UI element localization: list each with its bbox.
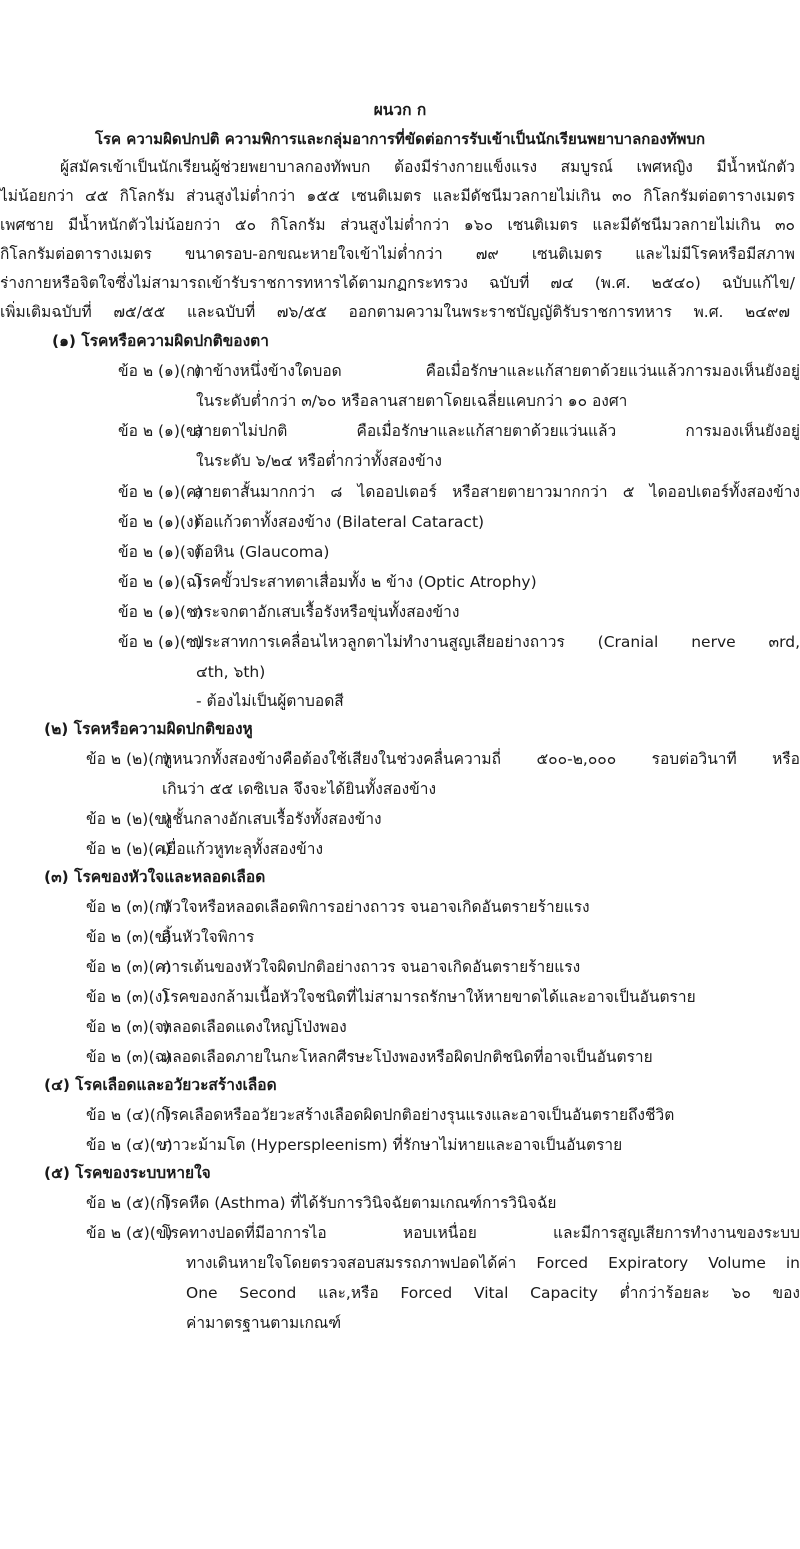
intro-line: เพิ่มเติมฉบับที่ ๗๕/๕๕ และฉบับที่ ๗๖/๕๕ ออกตามความในพระราชบัญญัติรับราชการทหาร พ.ศ. ๒๔๙๗ (0, 303, 790, 321)
item-text: เกินว่า ๕๕ เดซิเบล จึงจะได้ยินทั้งสองข้าง (162, 780, 437, 798)
item-text: ตาข้างหนึ่งข้างใดบอด คือเมื่อรักษาและแก้สายตาด้วยแว่นแล้วการมองเห็นยังอยู่ (194, 362, 800, 380)
item-label: ข้อ ๒ (๑)(ซ) (118, 633, 203, 651)
item-label: ข้อ ๒ (๑)(ก) (118, 362, 202, 380)
item-label: ข้อ ๒ (๒)(ก) (86, 750, 170, 768)
item-label: ข้อ ๒ (๔)(ก) (86, 1106, 172, 1124)
item-text: การเต้นของหัวใจผิดปกติอย่างถาวร จนอาจเกิดอันตรายร้ายแรง (162, 958, 581, 976)
item-label: ข้อ ๒ (๓)(จ) (86, 1018, 170, 1036)
section-heading: (๕) โรคของระบบหายใจ (44, 1164, 211, 1182)
item-label: ข้อ ๒ (๕)(ก) (86, 1194, 172, 1212)
item-label: ข้อ ๒ (๓)(ง) (86, 988, 169, 1006)
item-text: ประสาทการเคลื่อนไหวลูกตาไม่ทำงานสูญเสียอย่างถาวร (Cranial nerve ๓rd, (194, 633, 800, 651)
item-text: หูหนวกทั้งสองข้างคือต้องใช้เสียงในช่วงคลื่นความถี่ ๕๐๐-๒,๐๐๐ รอบต่อวินาที หรือ (162, 750, 800, 768)
item-label: ข้อ ๒ (๕)(ข) (86, 1224, 173, 1242)
item-text: หลอดเลือดภายในกะโหลกศีรษะโป่งพองหรือผิดปกติชนิดที่อาจเป็นอันตราย (162, 1048, 653, 1066)
item-text: ทางเดินหายใจโดยตรวจสอบสมรรถภาพปอดได้ค่า Forced Expiratory Volume in (186, 1254, 800, 1272)
item-text: สายตาไม่ปกติ คือเมื่อรักษาและแก้สายตาด้วยแว่นแล้ว การมองเห็นยังอยู่ (194, 422, 800, 440)
item-label: ข้อ ๒ (๒)(ข) (86, 810, 171, 828)
intro-line: เพศชาย มีน้ำหนักตัวไม่น้อยกว่า ๕๐ กิโลกรัม ส่วนสูงไม่ต่ำกว่า ๑๖๐ เซนติเมตร และมีดัชนีมวลกายไม่เกิน ๓๐ (0, 216, 795, 234)
item-text: ต้อแก้วตาทั้งสองข้าง (Bilateral Cataract) (194, 513, 485, 531)
item-label: ข้อ ๒ (๑)(ช) (118, 603, 203, 621)
item-text: ค่ามาตรฐานตามเกณฑ์ (186, 1314, 342, 1332)
item-text: โรคหืด (Asthma) ที่ได้รับการวินิจฉัยตามเกณฑ์การวินิจฉัย (162, 1194, 557, 1212)
intro-line: ร่างกายหรือจิตใจซึ่งไม่สามารถเข้ารับราชการทหารได้ตามกฏกระทรวง ฉบับที่ ๗๔ (พ.ศ. ๒๕๔๐) ฉบับแก้ไข/ (0, 274, 795, 292)
intro-line: ไม่น้อยกว่า ๔๕ กิโลกรัม ส่วนสูงไม่ต่ำกว่า ๑๕๕ เซนติเมตร และมีดัชนีมวลกายไม่เกิน ๓๐ กิโลกรัมต่อตารางเมตร (0, 187, 795, 205)
item-text: ในระดับต่ำกว่า ๓/๖๐ หรือลานสายตาโดยเฉลี่ยแคบกว่า ๑๐ องศา (196, 392, 628, 410)
item-text: โรคของกล้ามเนื้อหัวใจชนิดที่ไม่สามารถรักษาให้หายขาดได้และอาจเป็นอันตราย (162, 988, 696, 1006)
item-text: ต้อหิน (Glaucoma) (194, 543, 330, 561)
document-subtitle: โรค ความผิดปกปติ ความพิการและกลุ่มอาการที่ขัดต่อการรับเข้าเป็นนักเรียนพยาบาลกองทัพบก (94, 130, 706, 148)
item-text: กระจกตาอักเสบเรื้อรังหรือขุ่นทั้งสองข้าง (194, 603, 460, 621)
item-label: ข้อ ๒ (๑)(ข) (118, 422, 203, 440)
intro-line: กิโลกรัมต่อตารางเมตร ขนาดรอบ-อกขณะหายใจเข้าไม่ต่ำกว่า ๗๙ เซนติเมตร และไม่มีโรคหรือมีสภาพ (0, 245, 795, 263)
intro-line: ผู้สมัครเข้าเป็นนักเรียนผู้ช่วยพยาบาลกองทัพบก ต้องมีร่างกายแข็งแรง สมบูรณ์ เพศหญิง มีน้ำหนักตัว (60, 158, 795, 176)
item-text: หูชั้นกลางอักเสบเรื้อรังทั้งสองข้าง (162, 810, 382, 828)
item-label: ข้อ ๒ (๓)(ก) (86, 898, 171, 916)
item-label: ข้อ ๒ (๑)(ค) (118, 483, 203, 501)
item-text: เยื่อแก้วหูทะลุทั้งสองข้าง (162, 840, 324, 858)
item-label: ข้อ ๒ (๑)(ง) (118, 513, 200, 531)
item-text: ๔th, ๖th) (196, 663, 266, 681)
item-text: โรคขั้วประสาทตาเสื่อมทั้ง ๒ ข้าง (Optic Atrophy) (194, 573, 537, 591)
item-label: ข้อ ๒ (๓)(ข) (86, 928, 172, 946)
item-text: ลิ้นหัวใจพิการ (162, 928, 255, 946)
item-text: หัวใจหรือหลอดเลือดพิการอย่างถาวร จนอาจเกิดอันตรายร้ายแรง (162, 898, 590, 916)
item-label: ข้อ ๒ (๓)(ฉ) (86, 1048, 172, 1066)
item-label: ข้อ ๒ (๑)(จ) (118, 543, 202, 561)
section-heading: (๑) โรคหรือความผิดปกติของตา (52, 332, 269, 350)
item-label: ข้อ ๒ (๓)(ค) (86, 958, 172, 976)
item-text: โรคทางปอดที่มีอาการไอ หอบเหนื่อย และมีการสูญเสียการทำงานของระบบ (162, 1224, 800, 1242)
appendix-title: ผนวก ก (373, 101, 427, 119)
item-text: ในระดับ ๖/๒๔ หรือต่ำกว่าทั้งสองข้าง (196, 452, 442, 470)
section-heading: (๔) โรคเลือดและอวัยวะสร้างเลือด (44, 1076, 277, 1094)
item-label: ข้อ ๒ (๒)(ค) (86, 840, 171, 858)
item-text: ภาวะม้ามโต (Hyperspleenism) ที่รักษาไม่หายและอาจเป็นอันตราย (162, 1136, 623, 1154)
item-label: ข้อ ๒ (๑)(ฉ) (118, 573, 203, 591)
item-text: สายตาสั้นมากกว่า ๘ ไดออปเตอร์ หรือสายตายาวมากกว่า ๕ ไดออปเตอร์ทั้งสองข้าง (194, 483, 800, 501)
item-text: One Second และ,หรือ Forced Vital Capacity ต่ำกว่าร้อยละ ๖๐ ของ (186, 1284, 800, 1302)
section-heading: (๒) โรคหรือความผิดปกติของหู (44, 720, 253, 738)
item-text: โรคเลือดหรืออวัยวะสร้างเลือดผิดปกติอย่างรุนแรงและอาจเป็นอันตรายถึงชีวิต (162, 1106, 675, 1124)
item-text: - ต้องไม่เป็นผู้ตาบอดสี (196, 692, 344, 710)
item-label: ข้อ ๒ (๔)(ข) (86, 1136, 173, 1154)
item-text: หลอดเลือดแดงใหญ่โป่งพอง (162, 1018, 347, 1036)
section-heading: (๓) โรคของหัวใจและหลอดเลือด (44, 868, 266, 886)
